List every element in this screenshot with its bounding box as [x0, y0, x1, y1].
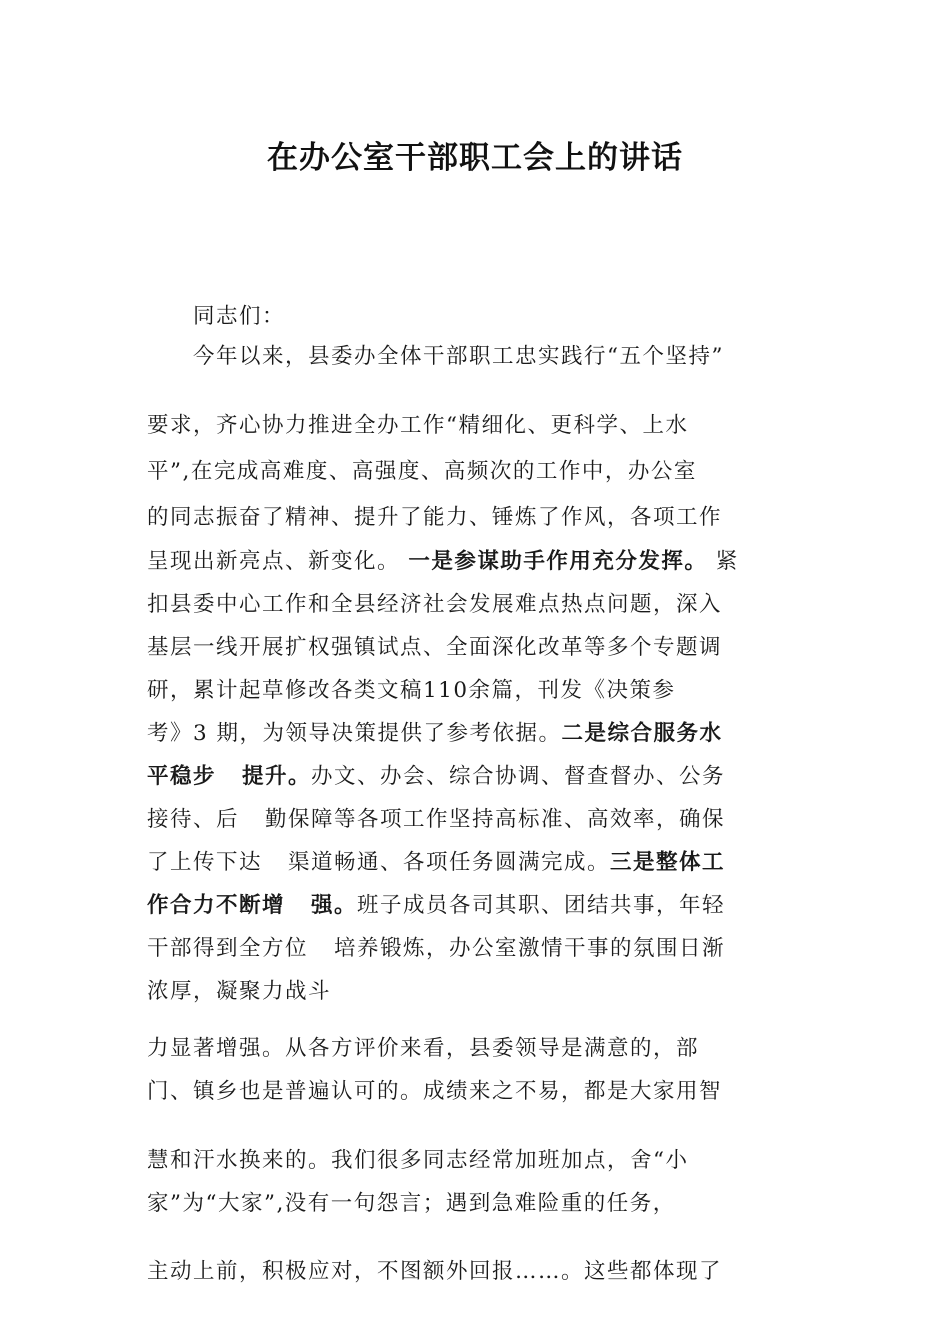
- line-text: 干部得到全方位: [147, 936, 309, 961]
- paragraph-line: 平”,在完成高难度、高强度、高频次的工作中，办公室: [147, 459, 697, 484]
- bold-heading: 作合力不断增: [147, 893, 286, 918]
- paragraph-line: [147, 762, 787, 792]
- paragraph-line: 研，累计起草修改各类文稿110余篇，刊发《决策参: [147, 678, 676, 703]
- paragraph-line: [147, 848, 787, 878]
- paragraph-line: 的同志振奋了精神、提升了能力、锤炼了作风，各项工作: [147, 505, 723, 530]
- bold-heading: 提升。: [242, 764, 312, 789]
- bold-heading: 平稳步: [147, 764, 217, 789]
- paragraph-line: [147, 934, 787, 964]
- line-text: 呈现出新亮点、新变化。: [147, 549, 409, 574]
- line-text: 考》3 期，为领导决策提供了参考依据。: [147, 721, 562, 746]
- salutation: 同志们：: [193, 304, 286, 329]
- paragraph-line: [147, 805, 787, 835]
- paragraph-line: 基层一线开展扩权强镇试点、全面深化改革等多个专题调: [147, 635, 723, 660]
- paragraph-line: 慧和汗水换来的。我们很多同志经常加班加点，舍“小: [147, 1148, 689, 1173]
- bold-heading: 二是综合服务水: [561, 721, 723, 746]
- paragraph-line: [147, 547, 787, 577]
- paragraph-line: 主动上前，积极应对，不图额外回报……。这些都体现了: [147, 1259, 723, 1284]
- page-title: 在办公室干部职工会上的讲话: [267, 140, 683, 176]
- paragraph-line: 扣县委中心工作和全县经济社会发展难点热点问题，深入: [147, 592, 723, 617]
- paragraph-line: 今年以来，县委办全体干部职工忠实践行“五个坚持”: [193, 344, 724, 369]
- bold-heading: 强。: [311, 893, 358, 918]
- bold-heading: 一是参谋助手作用充分发挥。: [408, 549, 708, 574]
- paragraph-line: 力显著增强。从各方评价来看，县委领导是满意的，部: [147, 1036, 700, 1061]
- paragraph-line: [147, 891, 787, 921]
- line-text: 班子成员各司其职、团结共事，年轻: [357, 893, 726, 918]
- paragraph-line: 浓厚，凝聚力战斗: [147, 979, 332, 1004]
- line-text: 培养锻炼，办公室激情干事的氛围日渐: [334, 936, 726, 961]
- paragraph-line: [147, 719, 787, 749]
- bold-heading: 三是整体工: [610, 850, 726, 875]
- paragraph-line: 家”为“大家”,没有一句怨言；遇到急难险重的任务，: [147, 1191, 676, 1216]
- paragraph-line: 要求，齐心协力推进全办工作“精细化、更科学、上水: [147, 413, 689, 438]
- line-text: 接待、后: [147, 807, 240, 832]
- line-text: 办文、办会、综合协调、督查督办、公务: [311, 764, 726, 789]
- line-text: 渠道畅通、各项任务圆满完成。: [288, 850, 611, 875]
- line-text: 了上传下达: [147, 850, 263, 875]
- line-text: 紧: [707, 549, 739, 574]
- line-text: 勤保障等各项工作坚持高标准、高效率，确保: [265, 807, 726, 832]
- paragraph-line: 门、镇乡也是普遍认可的。成绩来之不易，都是大家用智: [147, 1079, 723, 1104]
